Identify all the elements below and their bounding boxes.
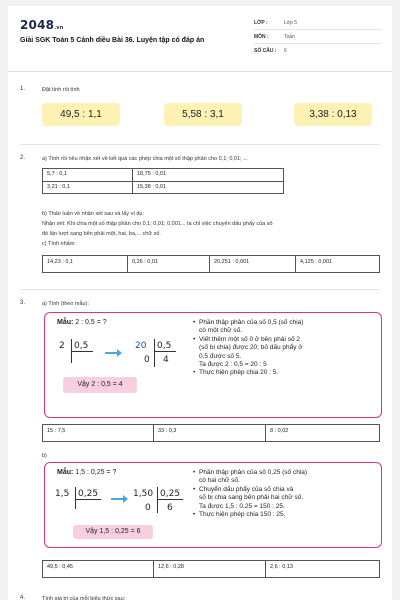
question-prompt: Đặt tính rồi tính (42, 87, 80, 93)
table-cell: 20,251 : 0,001 (209, 256, 295, 272)
division-line (157, 499, 183, 500)
observation-line: đó lần lượt sang bên phải một, hai, ba,... chữ số. (42, 231, 161, 237)
table-cell: 12,6 : 0,28 (153, 561, 265, 577)
division-line (75, 499, 101, 500)
table-cell: 15,38 : 0,01 (137, 184, 167, 190)
dividend: 2 (59, 341, 65, 351)
exercise-table (42, 424, 380, 442)
observation-line: Nhận xét: Khi chia một số thập phân cho 0,1; 0,01; 0,001... ta chỉ việc chuyển dấu phẩy của số (42, 221, 273, 227)
question-number: 1. (20, 86, 26, 92)
division-bar (157, 487, 158, 513)
example-label-rest: 2 : 0,5 = ? (73, 319, 107, 326)
worked-example-box (44, 462, 382, 548)
division-line (71, 351, 93, 352)
section-divider (20, 289, 380, 290)
question-part-b: b) (42, 453, 47, 459)
table-cell: 33 : 0,3 (153, 425, 265, 441)
exercise-table (42, 560, 380, 578)
explanation-list (193, 469, 379, 519)
example-label-bold: Mẫu: (57, 469, 74, 476)
question-part-c: c) Tính nhẩm: (42, 241, 76, 247)
exercise-table (42, 255, 380, 273)
question-part-a: a) Tính (theo mẫu): (42, 301, 89, 307)
question-part-a: a) Tính rồi nêu nhận xét về kết quả các phép chia một số thập phân cho 0,1; 0,01; ... (42, 156, 248, 162)
explanation-item: 0,5 được số 5. (199, 352, 242, 360)
arrow-icon (105, 352, 119, 354)
document-header (8, 6, 392, 72)
new-dividend: 20 (135, 341, 147, 351)
table-cell: 8 : 0,02 (265, 425, 379, 441)
worked-example-box (44, 312, 382, 418)
explanation-item: • Viết thêm một số 0 ở bên phải số 2 (193, 336, 379, 344)
meta-key: MÔN : (254, 34, 269, 40)
division-bar (154, 339, 155, 367)
section-divider (20, 144, 380, 145)
table-cell: 49,5 : 0,45 (47, 564, 73, 570)
explanation-item: • Thực hiện phép chia 20 : 5. (193, 369, 379, 377)
table-cell: 15 : 7,5 (47, 428, 66, 434)
divisor: 0,25 (78, 489, 99, 499)
division-line (154, 351, 176, 352)
example-label-bold: Mẫu: (57, 319, 74, 326)
question-number: 3. (20, 300, 26, 306)
arrow-icon (111, 498, 125, 500)
table-row (43, 169, 283, 181)
dividend: 1,5 (55, 489, 70, 499)
new-dividend-value: 1,50 (133, 489, 154, 499)
divisor: 0,5 (157, 341, 172, 351)
explanation-item: Ta được 1,5 : 0,25 = 150 : 25. (199, 502, 285, 510)
meta-key: SỐ CÂU : (254, 48, 277, 54)
quotient: 4 (163, 355, 169, 365)
new-dividend (133, 489, 153, 499)
example-label (57, 319, 107, 326)
table-row (43, 181, 283, 193)
document-page (8, 6, 392, 600)
division-exercise: 5,58 : 3,1 (164, 103, 242, 126)
remainder: 0 (144, 355, 150, 365)
explanation-item: (số bị chia) được 20; bỏ dấu phẩy ở (199, 344, 303, 352)
table-cell: 14,23 : 0,1 (47, 259, 73, 265)
meta-key: LỚP : (254, 20, 268, 26)
explanation-item: có hai chữ số. (199, 477, 240, 485)
explanation-item: số bị chia sang bên phải hai chữ số. (199, 494, 304, 502)
table-cell: 5,7 : 0,1 (43, 169, 133, 181)
table-cell: 2,6 : 0,13 (265, 561, 379, 577)
explanation-list (193, 319, 379, 378)
question-number: 4. (20, 595, 26, 600)
explanation-item: có một chữ số. (199, 327, 243, 335)
explanation-item: • Chuyển dấu phẩy của số chia và (193, 486, 379, 494)
question-number: 2. (20, 155, 26, 161)
remainder: 0 (145, 503, 151, 513)
meta-value: Toán (284, 34, 295, 40)
divisor: 0,25 (160, 489, 181, 499)
meta-grade (254, 16, 382, 30)
result-badge: Vậy 2 : 0,5 = 4 (63, 377, 137, 393)
table-cell: 3,21 : 0,1 (43, 182, 133, 193)
logo-main: 2048 (20, 18, 55, 32)
table-cell: 18,75 : 0,01 (137, 171, 167, 177)
table-cell: 0,26 : 0,01 (127, 256, 209, 272)
explanation-item: • Phần thập phân của số 0,25 (số chia) (193, 469, 379, 477)
meta-value: 6 (284, 48, 287, 54)
table-cell: 4,125 : 0,001 (295, 256, 379, 272)
example-label (57, 469, 116, 476)
division-bar (75, 487, 76, 509)
explanation-item: • Phần thập phân của số 0,5 (số chia) (193, 319, 379, 327)
explanation-item: • Thực hiện phép chia 150 : 25. (193, 511, 379, 519)
result-badge: Vậy 1,5 : 0,25 = 6 (73, 525, 153, 539)
exercise-table (42, 168, 284, 194)
divisor: 0,5 (74, 341, 89, 351)
question-part-b: b) Thảo luận về nhận xét sau và lấy ví dụ: (42, 211, 145, 217)
logo-suffix: .vn (54, 25, 64, 31)
question-prompt: Tính giá trị của mỗi biểu thức sau: (42, 596, 126, 600)
division-exercise: 49,5 : 1,1 (42, 103, 120, 126)
site-logo[interactable] (20, 18, 64, 32)
document-title: Giải SGK Toán 5 Cánh diều Bài 36. Luyện tập có đáp án (20, 37, 205, 44)
division-exercise: 3,38 : 0,13 (294, 103, 372, 126)
quotient: 6 (167, 503, 173, 513)
meta-value: Lớp 5 (284, 20, 298, 26)
example-label-rest: 1,5 : 0,25 = ? (73, 469, 117, 476)
explanation-item: Ta được 2 : 0,5 = 20 : 5 (199, 361, 267, 369)
meta-subject (254, 30, 382, 44)
meta-question-count (254, 44, 382, 58)
